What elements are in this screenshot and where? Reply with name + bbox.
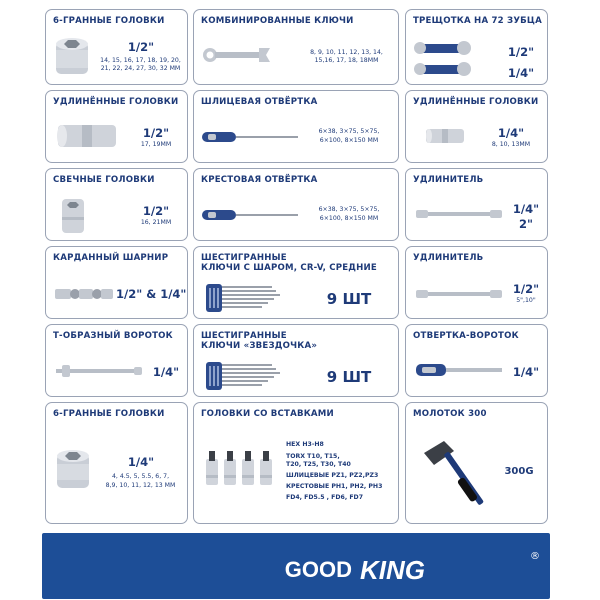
card-title: УДЛИНИТЕЛЬ [413,175,484,185]
card-title-1: ШЕСТИГРАННЫЕ [201,331,287,341]
size-label-2: 1/4" [507,66,535,80]
card-title-2: КЛЮЧИ С ШАРОМ, CR-V, СРЕДНИЕ [201,263,378,273]
sizes-line: 17, 19ММ [140,141,172,148]
card-bit-sockets [193,402,399,524]
size-label: 1/4" [512,365,540,379]
card-extension-1 [405,168,548,241]
card-screwdriver-handle [405,324,548,397]
t-handle-image [54,361,146,381]
count-label: 9 ШТ [326,290,372,308]
size-label: 1/2" [142,204,170,218]
size-label: 1/2" [127,40,155,54]
bit-line-5: КРЕСТОВЫЕ PH1, PH2, PH3 [286,483,383,490]
size-label-1: 1/4" [512,202,540,216]
size-label: 1/2" [142,126,170,140]
size-label-1: 1/2" [507,45,535,59]
sizes-line: 16, 21ММ [140,219,172,226]
bit-line-4: ШЛИЦЕВЫЕ PZ1, PZ2,PZ3 [286,472,379,479]
card-hammer [405,402,548,524]
screwdriver-handle-image [414,361,506,379]
hex-keys-image [202,280,282,316]
card-hex-sockets-quarter [45,402,188,524]
deep-socket-image [54,117,120,155]
card-spark-plug [45,168,188,241]
bit-line-2: TORX T10, T15, [286,453,340,460]
size-label: 1/2" [512,282,540,296]
card-slotted-screwdriver [193,90,399,163]
wrench-image [202,44,272,66]
card-title: УДЛИНЁННЫЕ ГОЛОВКИ [53,97,179,107]
card-hex-sockets-half [45,9,188,85]
socket-image [53,36,91,78]
card-extension-2 [405,246,548,319]
registered-mark: ® [530,551,540,562]
card-title: СВЕЧНЫЕ ГОЛОВКИ [53,175,155,185]
extension-bar-image [414,207,504,221]
card-ratchet [405,9,548,85]
deep-socket-image [424,125,466,147]
screwdriver-image [200,129,300,145]
universal-joint-image [53,283,115,305]
card-title: 6-ГРАННЫЕ ГОЛОВКИ [53,409,165,419]
brand-footer [42,533,550,599]
size-label: 1/4" [497,126,525,140]
sizes-line: 8, 10, 13ММ [491,141,531,148]
bit-line-1: HEX H3-H8 [286,441,324,448]
size-label: 1/4" [152,365,180,379]
ratchet-image [414,38,474,82]
brand-name-1: GOOD [284,557,352,582]
card-title-1: ШЕСТИГРАННЫЕ [201,253,287,263]
size-label-2: 2" [519,217,533,231]
sizes-line-2: 6×100, 8×150 ММ [319,137,379,144]
card-hex-keys [193,246,399,319]
sizes-line: 5",10" [516,297,536,304]
size-label: 1/2" & 1/4" [116,287,187,301]
card-title: ОТВЕРТКА-ВОРОТОК [413,331,519,341]
sizes-line-1: 4, 4.5, 5, 5.5, 6, 7, [111,473,170,480]
card-title: ТРЕЩОТКА НА 72 ЗУБЦА [413,16,542,26]
socket-image [54,448,92,492]
card-title: УДЛИНИТЕЛЬ [413,253,484,263]
card-title: 6-ГРАННЫЕ ГОЛОВКИ [53,16,165,26]
goodking-logo [42,533,550,599]
bit-sockets-image [202,449,278,497]
card-title: КРЕСТОВАЯ ОТВЁРТКА [201,175,318,185]
card-title: УДЛИНЁННЫЕ ГОЛОВКИ [413,97,539,107]
card-phillips-screwdriver [193,168,399,241]
sizes-line-2: 8,9, 10, 11, 12, 13 ММ [105,482,176,489]
sizes-line-2: 15,16, 17, 18, 18ММ [314,57,379,64]
size-label: 1/4" [127,455,155,469]
card-torx-keys [193,324,399,397]
count-label: 9 ШТ [326,368,372,386]
card-deep-sockets-quarter [405,90,548,163]
card-title: КАРДАННЫЙ ШАРНИР [53,253,169,263]
sizes-line-1: 8, 9, 10, 11, 12, 13, 14, [310,49,383,56]
sizes-line-2: 21, 22, 24, 27, 30, 32 ММ [100,65,181,72]
extension-bar-image [414,287,504,301]
sizes-line-1: 6×38, 3×75, 5×75, [318,206,380,213]
card-deep-sockets-half [45,90,188,163]
card-title: ГОЛОВКИ СО ВСТАВКАМИ [201,409,334,419]
sizes-line-1: 14, 15, 16, 17, 18, 19, 20, [100,57,181,64]
bit-line-3: T20, T25, T30, T40 [286,461,351,468]
card-combo-wrenches [193,9,399,85]
card-universal-joint [45,246,188,319]
card-title: МОЛОТОК 300 [413,409,487,419]
card-title: Т-ОБРАЗНЫЙ ВОРОТОК [53,331,173,341]
spark-socket-image [58,195,88,237]
sizes-line-2: 6×100, 8×150 ММ [319,215,379,222]
torx-keys-image [202,358,282,394]
card-t-handle [45,324,188,397]
card-title-2: КЛЮЧИ «ЗВЕЗДОЧКА» [201,341,318,351]
brand-name-2: KING [360,555,425,585]
card-title: КОМБИНИРОВАННЫЕ КЛЮЧИ [201,16,354,26]
sizes-line-1: 6×38, 3×75, 5×75, [318,128,380,135]
screwdriver-image [200,207,300,223]
bit-line-6: FD4, FD5.5 , FD6, FD7 [286,494,363,501]
hammer-image [418,435,494,515]
card-title: ШЛИЦЕВАЯ ОТВЁРТКА [201,97,318,107]
weight-label: 300G [504,466,534,477]
